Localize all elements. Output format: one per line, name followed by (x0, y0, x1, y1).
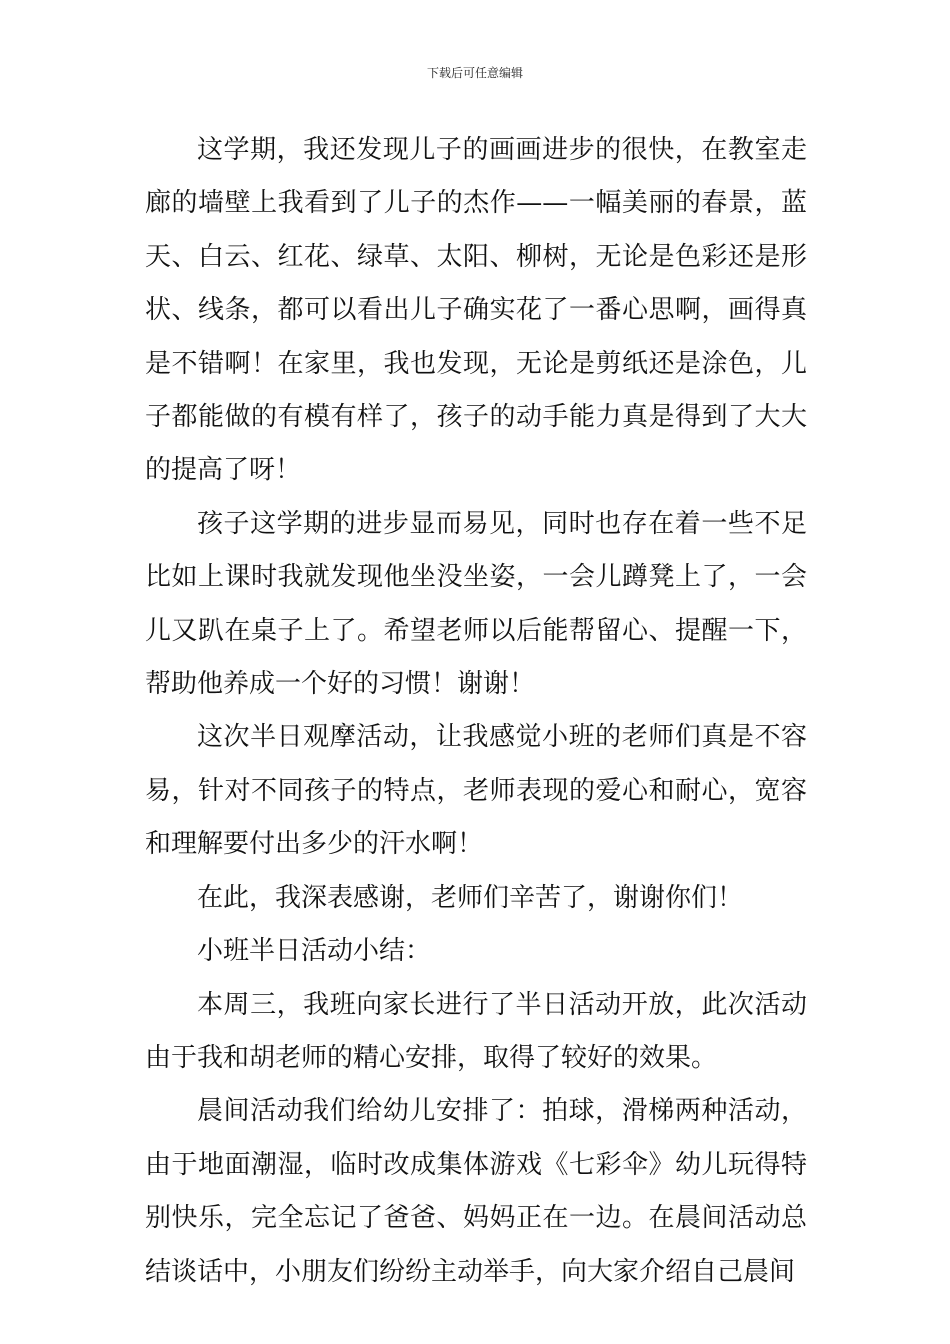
document-body (145, 124, 807, 1299)
paragraph: 在此，我深表感谢，老师们辛苦了，谢谢你们！ (197, 882, 744, 913)
section-heading: 小班半日活动小结： (197, 936, 432, 967)
paragraph: 这学期，我还发现儿子的画画进步的很快，在教室走廊的墙壁上我看到了儿子的杰作——一幅美丽的春景，蓝天、白云、红花、绿草、太阳、柳树，无论是色彩还是形状、线条，都可以看出儿子确实花了一番心思啊，画得真是不错啊！在家里，我也发现，无论是剪纸还是涂色，儿子都能做的有模有样了，孩子的动手能力真是得到了大大的提高了呀！ (145, 135, 807, 486)
paragraph: 这次半日观摩活动，让我感觉小班的老师们真是不容易，针对不同孩子的特点，老师表现的爱心和耐心，宽容和理解要付出多少的汗水啊！ (145, 722, 807, 860)
paragraph: 孩子这学期的进步显而易见，同时也存在着一些不足比如上课时我就发现他坐没坐姿，一会儿蹲凳上了，一会儿又趴在桌子上了。希望老师以后能帮留心、提醒一下，帮助他养成一个好的习惯！谢谢！ (145, 508, 807, 700)
paragraph: 本周三，我班向家长进行了半日活动开放，此次活动由于我和胡老师的精心安排，取得了较好的效果。 (145, 989, 807, 1073)
page-header: 下载后可任意编辑 (426, 66, 523, 80)
paragraph: 晨间活动我们给幼儿安排了：拍球，滑梯两种活动，由于地面潮湿，临时改成集体游戏《七彩伞》幼儿玩得特别快乐，完全忘记了爸爸、妈妈正在一边。在晨间活动总结谈话中，小朋友们纷纷主动举手，向大家介绍自己晨间 (145, 1096, 807, 1287)
